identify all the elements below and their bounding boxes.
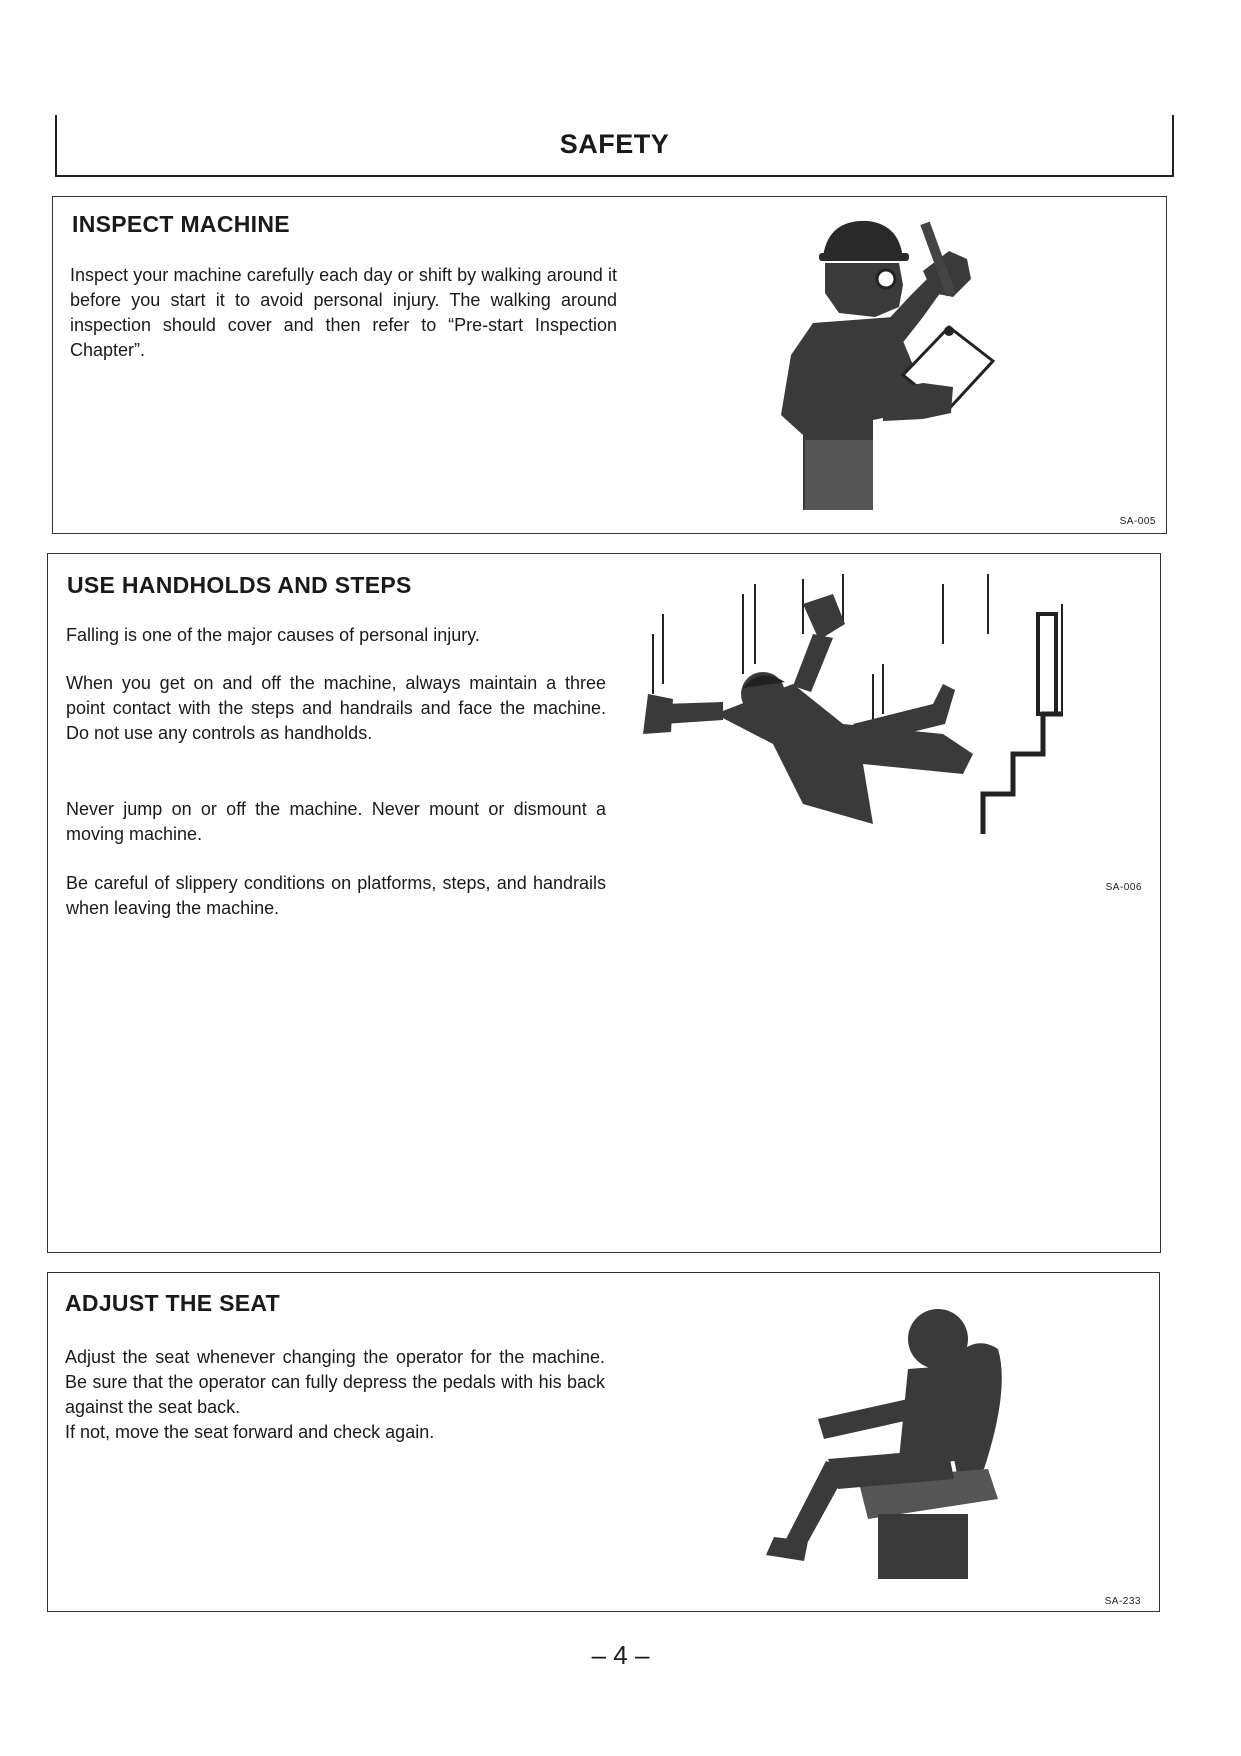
inspect-machine-panel	[52, 196, 1167, 534]
figure-code: SA-005	[1119, 516, 1156, 527]
section-paragraph: Falling is one of the major causes of personal injury.	[66, 625, 480, 645]
section-paragraph: Be careful of slippery conditions on platforms, steps, and handrails when leaving the machine.	[66, 873, 606, 918]
section-heading: USE HANDHOLDS AND STEPS	[67, 572, 412, 598]
page-header	[55, 115, 1174, 177]
section-paragraph: Inspect your machine carefully each day or shift by walking around it before you start it to avoid personal injury. The walking around inspection should cover and then refer to “Pre-start Inspection Chapter”.	[70, 265, 617, 360]
adjust-seat-panel	[47, 1272, 1160, 1612]
section-paragraph: When you get on and off the machine, always maintain a three point contact with the steps and handrails and face the machine. Do not use any controls as handholds.	[66, 673, 606, 743]
operator-seated-icon	[748, 1289, 1078, 1589]
figure-code: SA-006	[1105, 882, 1142, 893]
page-number: – 4 –	[591, 1640, 650, 1670]
worker-falling-from-steps-icon	[643, 574, 1063, 844]
figure-code: SA-233	[1104, 1596, 1141, 1607]
page-title: SAFETY	[559, 129, 670, 159]
section-heading: ADJUST THE SEAT	[65, 1290, 280, 1316]
section-paragraph: Adjust the seat whenever changing the operator for the machine. Be sure that the operator can fully depress the pedals with his back against the seat back. If not, move the seat forward and check again.	[65, 1347, 605, 1442]
worker-inspecting-clipboard-icon	[753, 205, 1013, 510]
section-heading: INSPECT MACHINE	[72, 211, 290, 237]
use-handholds-panel	[47, 553, 1161, 1253]
section-paragraph: Never jump on or off the machine. Never mount or dismount a moving machine.	[66, 799, 606, 844]
